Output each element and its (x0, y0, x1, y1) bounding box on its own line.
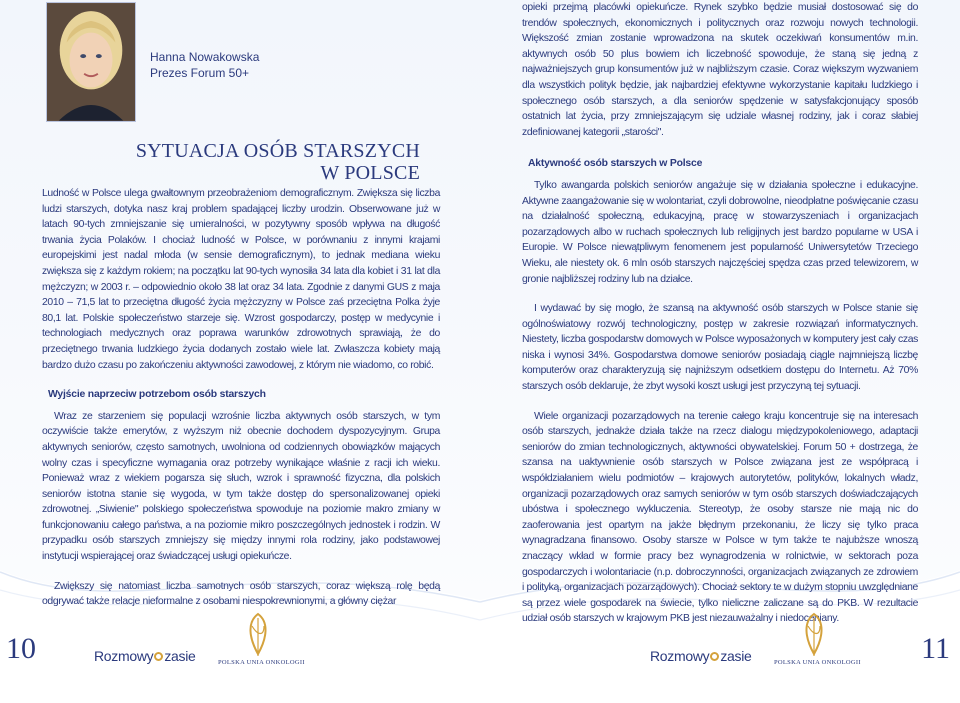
clock-ring-icon (154, 652, 163, 661)
page-number: 11 (921, 632, 950, 665)
right-text-column (522, 0, 918, 627)
paragraph: Wraz ze starzeniem się populacji wzrośnie liczba aktywnych osób starszych, w tym oczywiście także emerytów, z wyższym niż obecnie dochodem dyspozycyjnym. Grupa aktywnych seniorów, często samotnych, uwolniona od codziennych obowiązków mających wolny czas i specyficzne wymagania oraz potrzeby wynikające właśnie z racji ich wieku. Ponieważ wraz z wiekiem pogarsza się słuch, wzrok i sprawność fizyczna, dla polskich seniorów istotna stanie się wygoda, w tym także dostęp do spersonalizowanej opieki zdrowotnej. „Siwienie" polskiego społeczeństwa spowoduje na poziomie makro zmiany w funkcjonowaniu całego państwa, a na poziomie mikro poszczególnych jednostek i rodzin. W przypadku osób starszych zmniejszy się między innymi rola rodziny, jako podstawowej instytucji wspierającej oraz świadczącej usługi opiekuńcze. (42, 410, 440, 563)
unia-logo-text: POLSKA UNIA ONKOLOGII (218, 659, 305, 666)
page-number: 10 (6, 632, 36, 665)
subheading: Wyjście naprzeciw potrzebom osób starszych (48, 389, 266, 401)
rozmowy-logo (94, 648, 196, 664)
unia-logo (218, 612, 305, 666)
rozmowy-logo (650, 648, 752, 664)
author-name: Hanna Nowakowska (150, 50, 260, 64)
ribbon-icon (799, 612, 829, 658)
ribbon-icon (243, 612, 273, 658)
logo-text-right: zasie (164, 648, 196, 664)
right-page (480, 0, 960, 703)
author-role: Prezes Forum 50+ (150, 66, 250, 80)
paragraph: Tylko awangarda polskich seniorów angażuje się w działania społeczne i edukacyjne. Aktywne zaangażowanie się w wolontariat, czyli dobrowolne, nieodpłatne poświęcanie czasu na działalność społeczną, edukacyjną, pracę w stowarzyszeniach i organizacjach pozarządowych albo w ruchach społecznych lub religijnych jest bardzo popularne w USA i Europie. W Polsce niewątpliwym fenomenem jest popularność Uniwersytetów Trzeciego Wieku, ale niestety ok. 6 mln osób starszych najczęściej spędza czas przed telewizorem, w gronie najbliższej rodziny lub na działce. (522, 179, 918, 285)
title-line-2: W POLSCE (320, 162, 420, 184)
subheading: Aktywność osób starszych w Polsce (528, 158, 703, 170)
author-photo (46, 2, 136, 122)
clock-ring-icon (710, 652, 719, 661)
logo-text-left: Rozmowy (94, 648, 154, 664)
unia-logo-text: POLSKA UNIA ONKOLOGII (774, 659, 861, 666)
logo-text-left: Rozmowy (650, 648, 710, 664)
paragraph: I wydawać by się mogło, że szansą na aktywność osób starszych w Polsce stanie się ogólnoświatowy rozwój technologiczny, postęp w zakresie rozwiązań informatycznych. Niestety, liczba gospodarstw domowych w Polsce wyposażonych w komputery jest cały czas niska i wynosi 34%. Gospodarstwa domowe seniorów posiadają ciągle najmniejszą liczbę komputerów oraz charakteryzują się najniższym odsetkiem dostępu do Internetu. Aż 70% starszych osób deklaruje, że zbyt wysoki koszt usługi jest przyczyną tej sytuacji. (522, 303, 918, 393)
unia-logo (774, 612, 861, 666)
paragraph: opieki przejmą placówki opiekuńcze. Rynek szybko będzie musiał dostosować się do trendów społecznych, ekonomicznych i politycznych oraz rozwoju nowych technologii. Większość zmian zostanie wprowadzona na skutek oczekiwań konsumentów m.in. aktywnych osób 50 plus bowiem ich liczebność spowoduje, że staną się jedną z najważniejszych grup konsumentów już w najbliższym czasie. Coraz większym wyzwaniem dla wszystkich polityk będzie, jak najbardziej efektywne wykorzystanie kapitału ludzkiego i społecznego osób starszych, a dla seniorów spędzenie w satysfakcjonujący sposób ostatnich lat życia, przy zmniejszającym się udziale własnej rodziny, jak i coraz słabiej zdefiniowanej kategorii „starości". (522, 2, 918, 138)
left-text-column (42, 186, 440, 610)
portrait-image (47, 3, 135, 121)
paragraph: Ludność w Polsce ulega gwałtownym przeobrażeniom demograficznym. Zwiększa się liczba ludzi starszych, dotyka nasz kraj problem spadającej liczby urodzin. Obserwowane już w latach 90-tych zmniejszanie się umieralności, w pozytywny sposób wpływa na długość trwania życia Polaków. I chociaż ludność w Polsce, w porównaniu z innymi krajami europejskimi jest nadal młoda (w sensie demograficznym), to jednak mediana wieku zwiększa się z każdym rokiem; na początku lat 90-tych wynosiła 34 lata dla kobiet i 31 lat dla mężczyzn; w 2003 r. – odpowiednio około 38 lat oraz 34 lata. Zgodnie z danymi GUS z maja 2010 – 71,5 lat to przeciętna długość życia mężczyzny w Polsce zaś przeciętna Polka żyje 80,1 lat. Polskie społeczeństwo starzeje się. Wzrost gospodarczy, postęp w medycynie i technologiach medycznych oraz poprawa warunków zdrowotnych sprawiają, że do przeciętnego trwania ludzkiego życia dodanych zostało wiele lat. Zwłaszcza kobiety mają bardzo dużo czasu po zakończeniu aktywności zawodowej, z którym nie wiadomo, co robić. (42, 188, 440, 371)
title-line-1: SYTUACJA OSÓB STARSZYCH (135, 140, 420, 162)
paragraph: Wiele organizacji pozarządowych na terenie całego kraju koncentruje się na interesach osób starszych, jednakże działa także na rzecz dialogu międzypokoleniowego, adaptacji seniorów do zmian technologicznych, aktywności obywatelskiej. Forum 50 + dostrzega, że szansa na uaktywnienie osób starszych w Polsce związana jest ze współpracą i współdziałaniem wielu podmiotów – krajowych autorytetów, polityków, lokalnych władz, organizacji pozarządowych oraz samych seniorów w tym osób starszych doświadczających ubóstwa i społecznego wykluczenia. Stereotyp, że osoby starsze nie mają nic do zaoferowania jest opartym na jakże błędnym przekonaniu, że liczy się tylko praca wynagradzana finansowo. Osoby starsze w Polsce w tym także te najubższe wnoszą znaczący wkład w formie pracy bez wynagrodzenia w rolnictwie, w sektorach poza gospodarczych i wolontariacie (n.p. dobroczynności, organizacjach związanych ze zdrowiem i polityką, organizacjach pozarządowych). Chociaż sektory te w dużym stopniu uwzględniane są przez wiele gospodarek na świecie, tylko nieliczne zaliczane są do PKB. W rezultacie udział osób starszych w krajowym PKB jest niezauważalny i niedoceniany. (522, 410, 918, 625)
logo-text-right: zasie (720, 648, 752, 664)
author-info (150, 49, 259, 81)
article-title (60, 140, 420, 184)
paragraph: Zwiększy się natomiast liczba samotnych osób starszych, coraz większą rolę będą odgrywać także relacje nieformalne z osobami niespokrewnionymi, a główny ciężar (42, 580, 440, 608)
